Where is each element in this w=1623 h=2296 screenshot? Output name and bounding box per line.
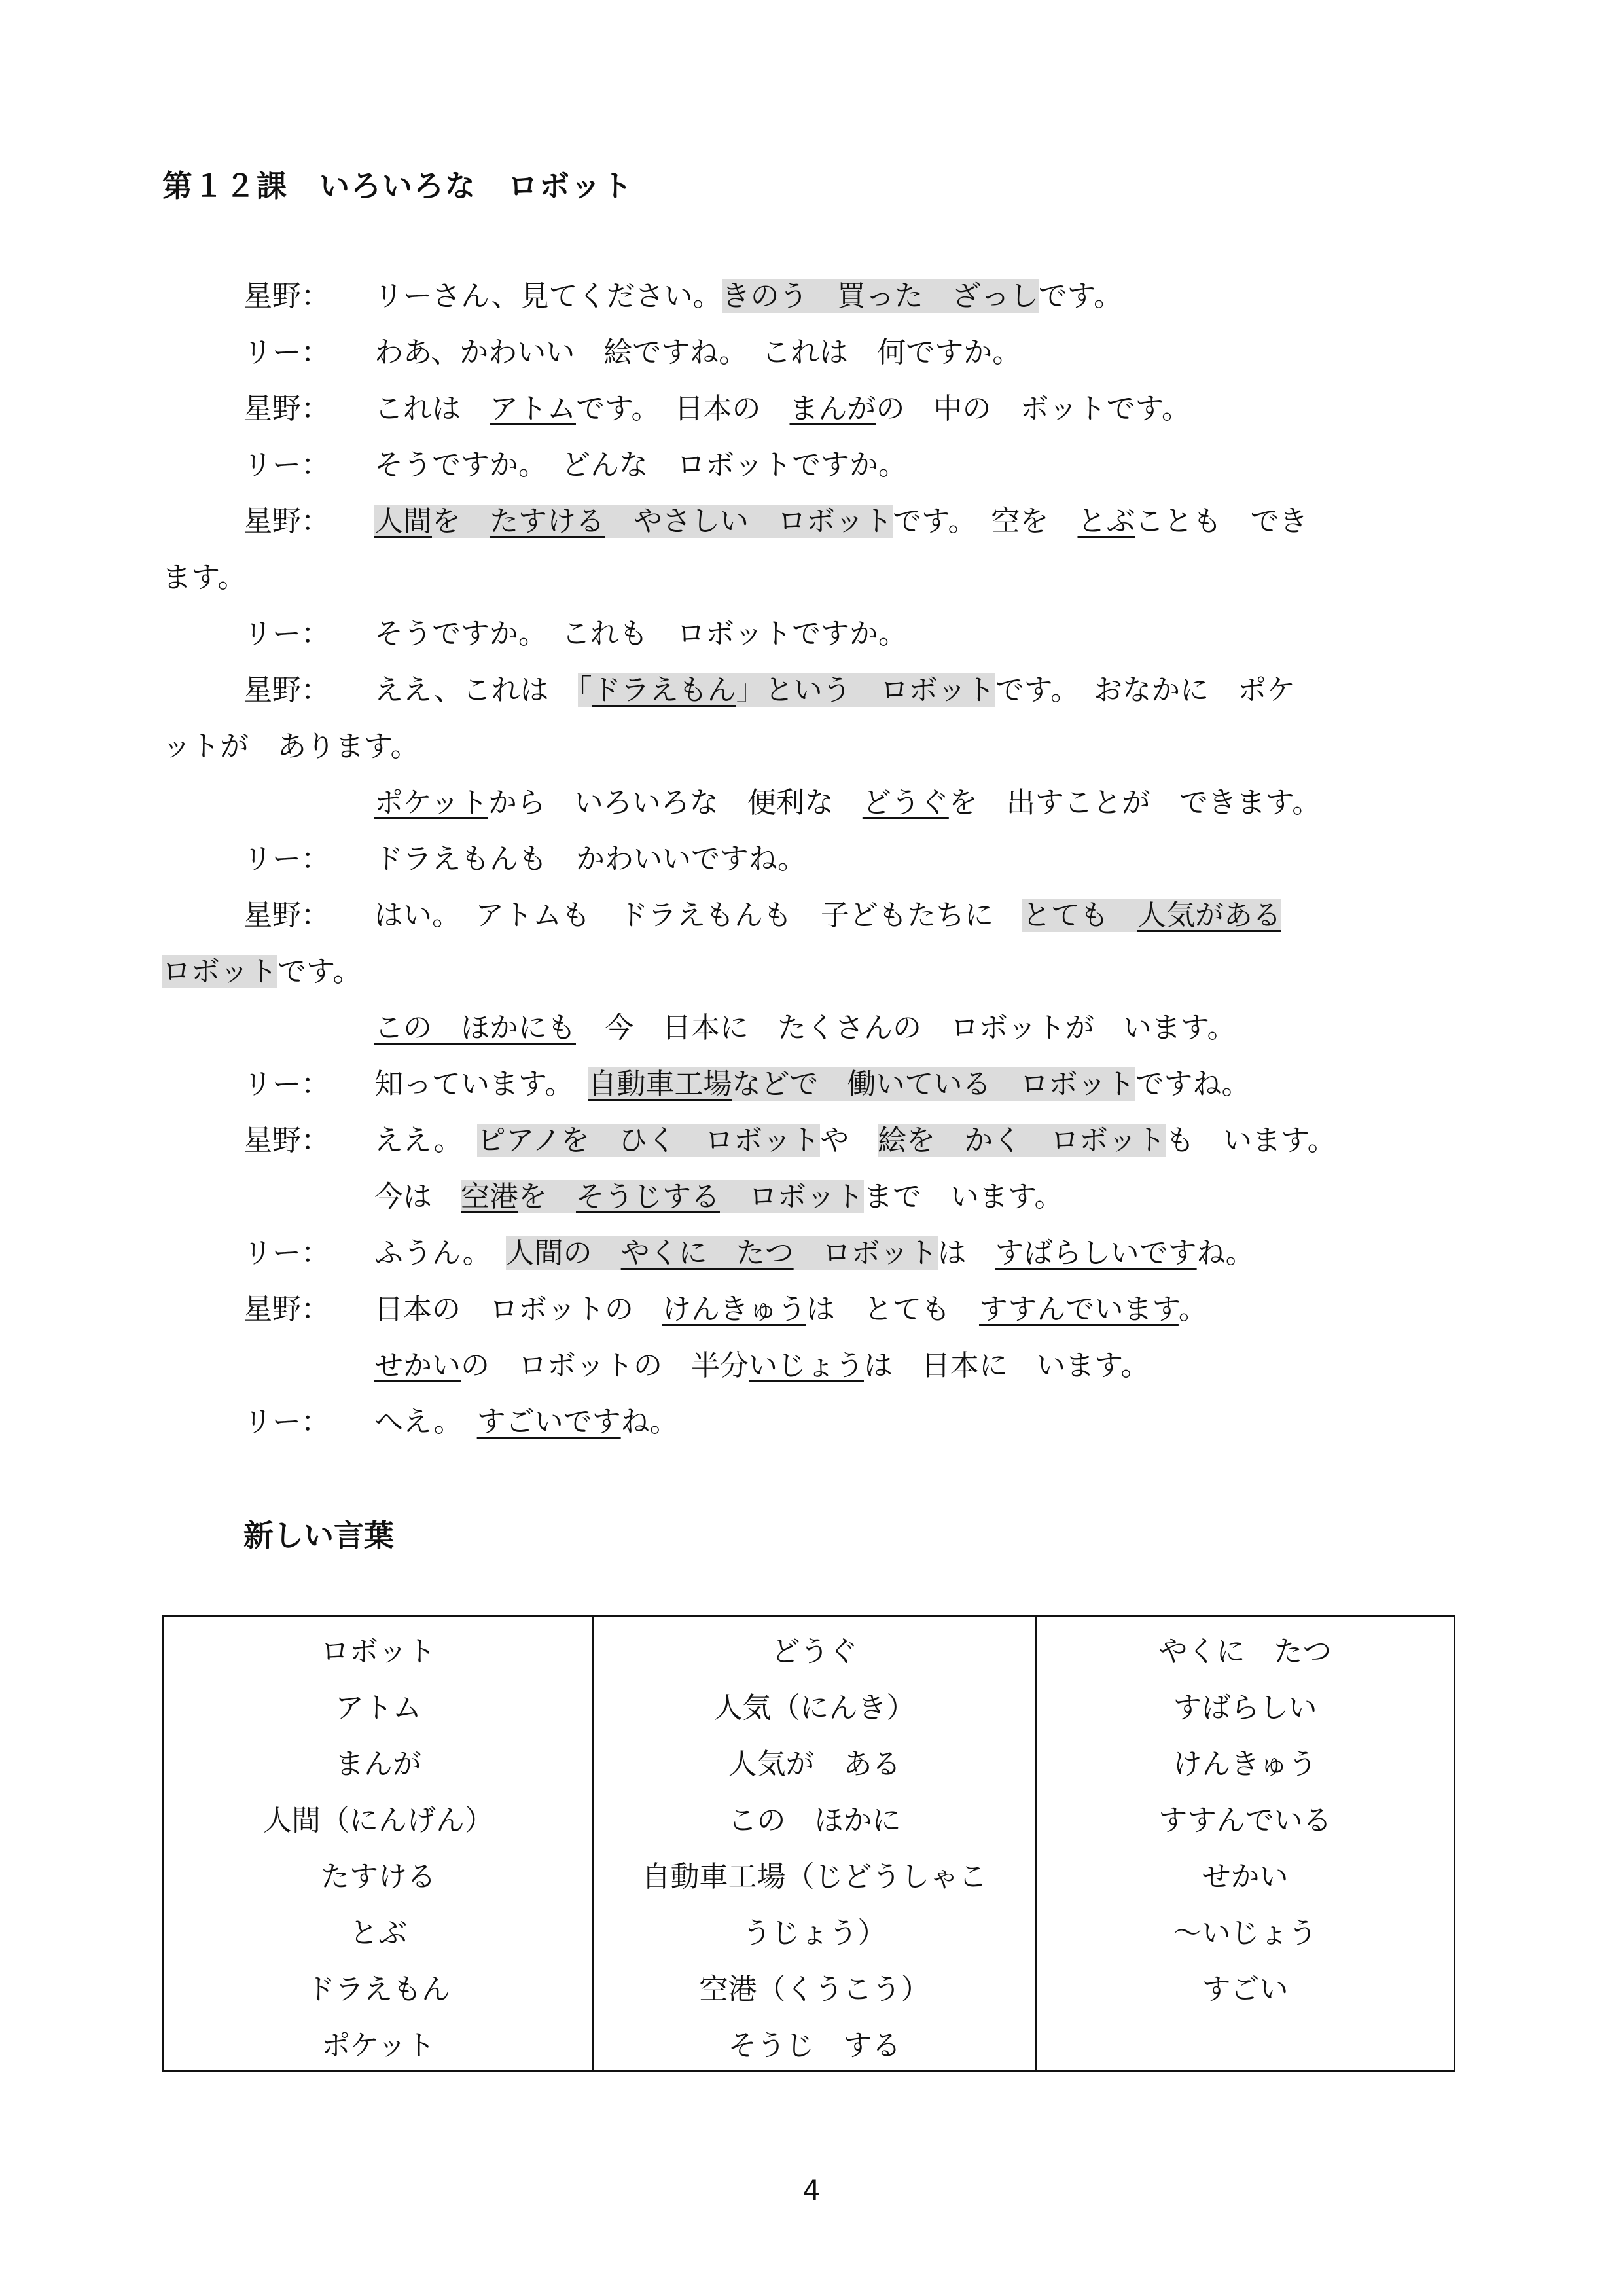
text-segment: の ロボットの 半分 — [461, 1349, 749, 1382]
text-segment: 知っています。 — [374, 1067, 588, 1101]
highlighted-phrase: 絵を かく ロボット — [878, 1124, 1166, 1157]
dialogue-line — [162, 662, 1465, 719]
speaker-label: リー： — [243, 1067, 330, 1101]
highlighted-phrase: とても — [1022, 899, 1137, 932]
vocab-term: すばらしいです — [995, 1236, 1197, 1270]
dialogue-text — [162, 550, 1465, 606]
highlighted-phrase: 「 — [577, 673, 592, 707]
vocab-heading: 新しい言葉 — [243, 1518, 394, 1553]
text-segment: ですね。 — [1135, 1067, 1251, 1101]
dialogue-text — [374, 831, 1465, 888]
text-segment: です。 — [1038, 279, 1123, 313]
vocab-word: ポケット — [321, 2029, 435, 2062]
text-segment: 今 日本に たくさんの ロボットが います。 — [576, 1011, 1236, 1045]
text-segment: ね。 — [1196, 1236, 1255, 1270]
dialogue-line — [162, 437, 1465, 493]
highlighted-phrase: などで 働いている ロボット — [732, 1067, 1135, 1101]
dialogue-text — [374, 325, 1465, 381]
speaker-label: リー： — [243, 1405, 330, 1439]
text-segment: ます。 — [162, 561, 247, 594]
vocab-term: けんきゅう — [662, 1293, 806, 1326]
dialogue-line — [162, 1282, 1465, 1338]
speaker-label: 星野： — [243, 505, 330, 538]
vocab-word: 人気が ある — [728, 1748, 901, 1781]
vocab-term: ポケット — [374, 786, 488, 819]
dialogue-line — [162, 888, 1465, 944]
highlighted-phrase: ロボット — [720, 1180, 864, 1213]
text-segment: そうですか。 これも ロボットですか。 — [374, 617, 907, 651]
dialogue-text — [374, 1169, 1465, 1225]
highlighted-phrase: 人間の — [505, 1236, 621, 1270]
dialogue-line — [162, 325, 1465, 381]
vocab-word: けんきゅう — [1173, 1748, 1317, 1781]
vocab-term: たすける — [490, 505, 605, 538]
text-segment: です。 おなかに ポケ — [995, 673, 1296, 707]
text-segment: まで います。 — [864, 1180, 1063, 1213]
dialogue-line — [162, 268, 1465, 325]
dialogue-line — [162, 775, 1465, 831]
dialogue-line — [162, 550, 1465, 606]
speaker-label: 星野： — [243, 1293, 330, 1326]
dialogue-text — [374, 606, 1465, 662]
vocab-word: どうぐ — [771, 1635, 858, 1668]
highlighted-phrase: 」という ロボット — [736, 673, 995, 707]
vocab-term: この ほかにも — [374, 1011, 576, 1045]
dialogue-text — [374, 493, 1465, 550]
vocab-column — [592, 1617, 1035, 2070]
vocab-term: 人間 — [374, 505, 432, 538]
vocab-term: アトム — [490, 392, 576, 425]
vocab-word: ～いじょう — [1173, 1916, 1317, 1950]
vocab-term: 自動車工場 — [588, 1067, 732, 1101]
dialogue-text — [374, 381, 1465, 437]
dialogue-line — [162, 493, 1465, 550]
dialogue-line — [162, 1056, 1465, 1113]
dialogue-line — [162, 1000, 1465, 1056]
text-segment: リーさん、見てください。 — [374, 279, 722, 313]
dialogue-line — [162, 1225, 1465, 1282]
text-segment: ええ、これは — [374, 673, 578, 707]
text-segment: ドラえもんも かわいいですね。 — [374, 842, 806, 876]
speaker-label: リー： — [243, 1236, 330, 1270]
vocab-word: そうじ する — [728, 2029, 901, 2062]
text-segment: ええ。 — [374, 1124, 477, 1157]
speaker-label: リー： — [243, 448, 330, 482]
text-segment: は とても — [806, 1293, 979, 1326]
highlighted-phrase: ピアノを ひく ロボット — [476, 1124, 821, 1157]
vocab-term: いじょう — [749, 1349, 864, 1382]
text-segment: を 出すことが できます。 — [948, 786, 1321, 819]
vocab-term: やくに たつ — [620, 1236, 794, 1270]
vocab-word: うじょう） — [742, 1916, 887, 1950]
speaker-label: 星野： — [243, 279, 330, 313]
vocab-term: すすんでいます — [979, 1293, 1179, 1326]
speaker-label: 星野： — [243, 392, 330, 425]
page-number: 4 — [802, 2174, 821, 2206]
dialogue-line — [162, 1169, 1465, 1225]
vocab-word: 人気（にんき） — [713, 1691, 916, 1725]
dialogue-line — [162, 606, 1465, 662]
text-segment: です。 — [277, 955, 362, 988]
text-segment: は — [937, 1236, 995, 1270]
text-segment: です。 日本の — [576, 392, 790, 425]
text-segment: ットが あります。 — [162, 730, 419, 763]
vocab-word: この ほかに — [728, 1804, 901, 1837]
vocab-table — [162, 1615, 1455, 2072]
dialogue-text — [374, 1113, 1465, 1169]
lesson-title: 第１２課 いろいろな ロボット — [162, 168, 633, 204]
vocab-word: すすんでいる — [1158, 1804, 1332, 1837]
text-segment: は 日本に います。 — [864, 1349, 1150, 1382]
text-segment: から いろいろな 便利な — [488, 786, 863, 819]
vocab-term: とぶ — [1077, 505, 1135, 538]
vocab-word: 自動車工場（じどうしゃこ — [641, 1860, 988, 1893]
speaker-label: 星野： — [243, 899, 330, 932]
text-segment: や — [820, 1124, 878, 1157]
text-segment: へえ。 — [374, 1405, 477, 1439]
text-segment: はい。 アトムも ドラえもんも 子どもたちに — [374, 899, 1022, 932]
vocab-word: まんが — [335, 1748, 421, 1781]
vocab-word: せかい — [1202, 1860, 1289, 1893]
dialogue-text — [374, 437, 1465, 493]
highlighted-phrase: を — [518, 1180, 576, 1213]
speaker-label: 星野： — [243, 1124, 330, 1157]
dialogue-text — [374, 1394, 1465, 1450]
dialogue-text — [374, 1056, 1465, 1113]
dialogue-text — [374, 268, 1465, 325]
highlighted-phrase: を — [432, 505, 490, 538]
text-segment: わあ、かわいい 絵ですね。 これは 何ですか。 — [374, 336, 1022, 369]
dialogue-text — [374, 1338, 1465, 1394]
speaker-label: リー： — [243, 617, 330, 651]
text-segment: の 中の ボットです。 — [876, 392, 1190, 425]
vocab-word: たすける — [321, 1860, 436, 1893]
vocab-word: やくに たつ — [1158, 1635, 1332, 1668]
dialogue-line — [162, 381, 1465, 437]
speaker-label: 星野： — [243, 673, 330, 707]
vocab-term: すごいです — [476, 1405, 621, 1439]
dialogue-line — [162, 1113, 1465, 1169]
vocab-word: とぶ — [349, 1916, 407, 1950]
text-segment: そうですか。 どんな ロボットですか。 — [374, 448, 907, 482]
vocab-term: そうじする — [576, 1180, 720, 1213]
vocab-term: ドラえもん — [592, 673, 736, 707]
text-segment: も います。 — [1166, 1124, 1336, 1157]
highlighted-phrase: ロボット — [793, 1236, 938, 1270]
text-segment: 今は — [374, 1180, 461, 1213]
vocab-word: 人間（にんげん） — [263, 1804, 493, 1837]
vocab-term: まんが — [789, 392, 876, 425]
dialogue-line — [162, 1338, 1465, 1394]
dialogue-line — [162, 719, 1465, 775]
vocab-word: すばらしい — [1173, 1691, 1317, 1725]
dialogue-line — [162, 944, 1465, 1000]
dialogue-text — [374, 662, 1465, 719]
dialogue-line — [162, 831, 1465, 888]
vocab-word: ドラえもん — [306, 1973, 450, 2006]
dialogue-text — [374, 888, 1465, 944]
vocab-column — [164, 1617, 592, 2070]
vocab-term: 空港 — [461, 1180, 518, 1213]
vocab-column — [1035, 1617, 1454, 2070]
text-segment: 日本の ロボットの — [374, 1293, 662, 1326]
dialogue-text — [374, 1225, 1465, 1282]
highlighted-phrase: やさしい ロボット — [605, 505, 893, 538]
text-segment: ね。 — [620, 1405, 679, 1439]
vocab-word: アトム — [335, 1691, 421, 1725]
highlighted-phrase: ロボット — [162, 955, 277, 988]
dialogue-line — [162, 1394, 1465, 1450]
dialogue-text — [162, 944, 1465, 1000]
vocab-term: どうぐ — [862, 786, 949, 819]
dialogue-text — [374, 1000, 1465, 1056]
text-segment: ふうん。 — [374, 1236, 506, 1270]
highlighted-phrase: きのう 買った ざっし — [721, 279, 1039, 313]
speaker-label: リー： — [243, 336, 330, 369]
dialogue-text — [374, 775, 1465, 831]
text-segment: です。 空を — [893, 505, 1078, 538]
dialogue — [162, 268, 1465, 1450]
dialogue-text — [374, 1282, 1465, 1338]
dialogue-text — [162, 719, 1465, 775]
vocab-word: ロボット — [321, 1635, 436, 1668]
vocab-term: 人気がある — [1137, 899, 1281, 932]
text-segment: ことも でき — [1135, 505, 1308, 538]
text-segment: 。 — [1178, 1293, 1207, 1326]
speaker-label: リー： — [243, 842, 330, 876]
vocab-term: せかい — [374, 1349, 461, 1382]
vocab-word: すごい — [1202, 1973, 1289, 2006]
vocab-word: 空港（くうこう） — [699, 1973, 930, 2006]
text-segment: これは — [374, 392, 490, 425]
